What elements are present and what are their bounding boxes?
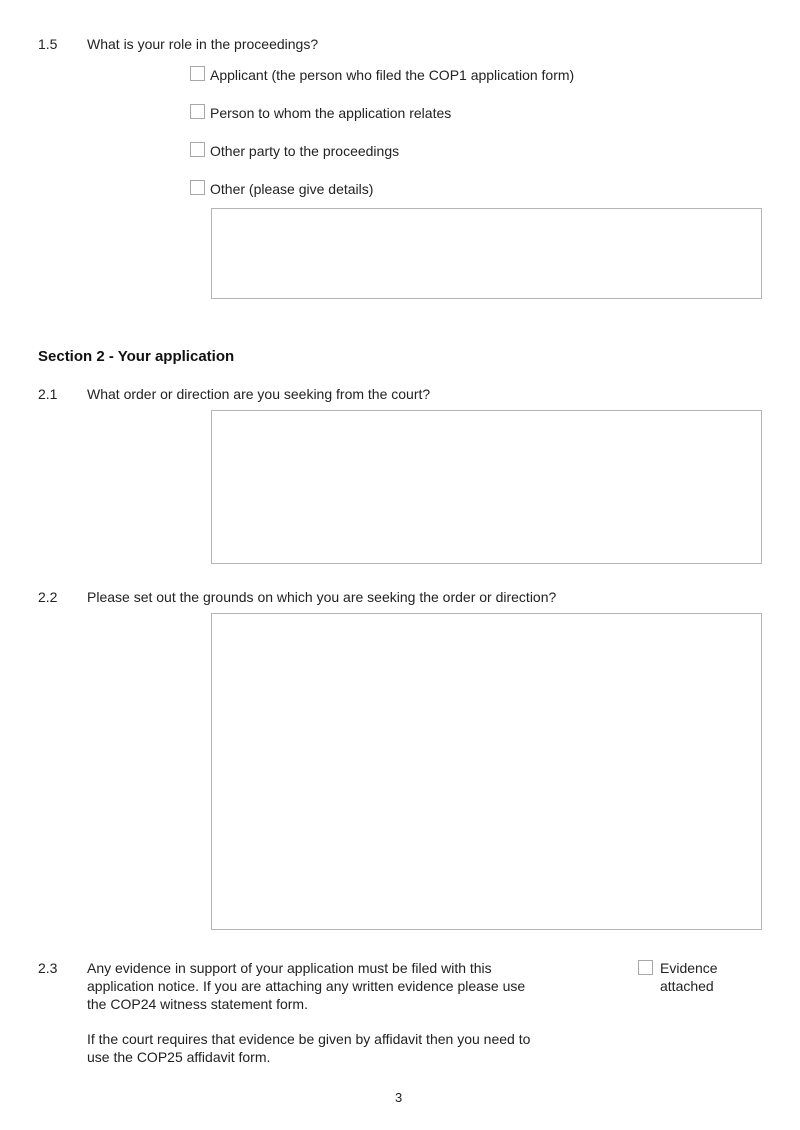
question-number-2-2: 2.2: [38, 589, 58, 605]
evidence-paragraph-1-line-3: the COP24 witness statement form.: [87, 996, 308, 1012]
evidence-attached-label: [660, 959, 718, 995]
order-direction-textbox[interactable]: [211, 410, 762, 564]
question-number-2-3: 2.3: [38, 960, 58, 976]
checkbox-person-to-whom-application-relates[interactable]: [190, 104, 205, 119]
evidence-attached-label-line-2: attached: [660, 978, 714, 994]
checkbox-other[interactable]: [190, 180, 205, 195]
option-label-other-party: Other party to the proceedings: [210, 143, 400, 159]
question-text-2-1: What order or direction are you seeking from the court?: [87, 386, 431, 402]
question-number-1-5: 1.5: [38, 36, 58, 52]
evidence-paragraph-1-line-1: Any evidence in support of your application must be filed with this: [87, 960, 492, 976]
evidence-paragraph-2-line-2: use the COP25 affidavit form.: [87, 1049, 271, 1065]
question-text-2-2: Please set out the grounds on which you are seeking the order or direction?: [87, 589, 557, 605]
grounds-textbox[interactable]: [211, 613, 762, 930]
evidence-paragraph-1-line-2: application notice. If you are attaching any written evidence please use: [87, 978, 526, 994]
evidence-paragraph-1: [87, 959, 557, 1013]
evidence-paragraph-2: [87, 1030, 557, 1066]
evidence-paragraph-2-line-1: If the court requires that evidence be given by affidavit then you need to: [87, 1031, 531, 1047]
option-label-other: Other (please give details): [210, 181, 374, 197]
page-number: 3: [395, 1090, 403, 1105]
other-details-textbox[interactable]: [211, 208, 762, 299]
question-text-1-5: What is your role in the proceedings?: [87, 36, 319, 52]
checkbox-applicant[interactable]: [190, 66, 205, 81]
checkbox-evidence-attached[interactable]: [638, 960, 653, 975]
checkbox-other-party[interactable]: [190, 142, 205, 157]
evidence-attached-label-line-1: Evidence: [660, 960, 718, 976]
option-label-applicant: Applicant (the person who filed the COP1 application form): [210, 67, 575, 83]
question-number-2-1: 2.1: [38, 386, 58, 402]
option-label-person-to-whom-application-relates: Person to whom the application relates: [210, 105, 452, 121]
section-2-title: Section 2 - Your application: [38, 348, 235, 365]
